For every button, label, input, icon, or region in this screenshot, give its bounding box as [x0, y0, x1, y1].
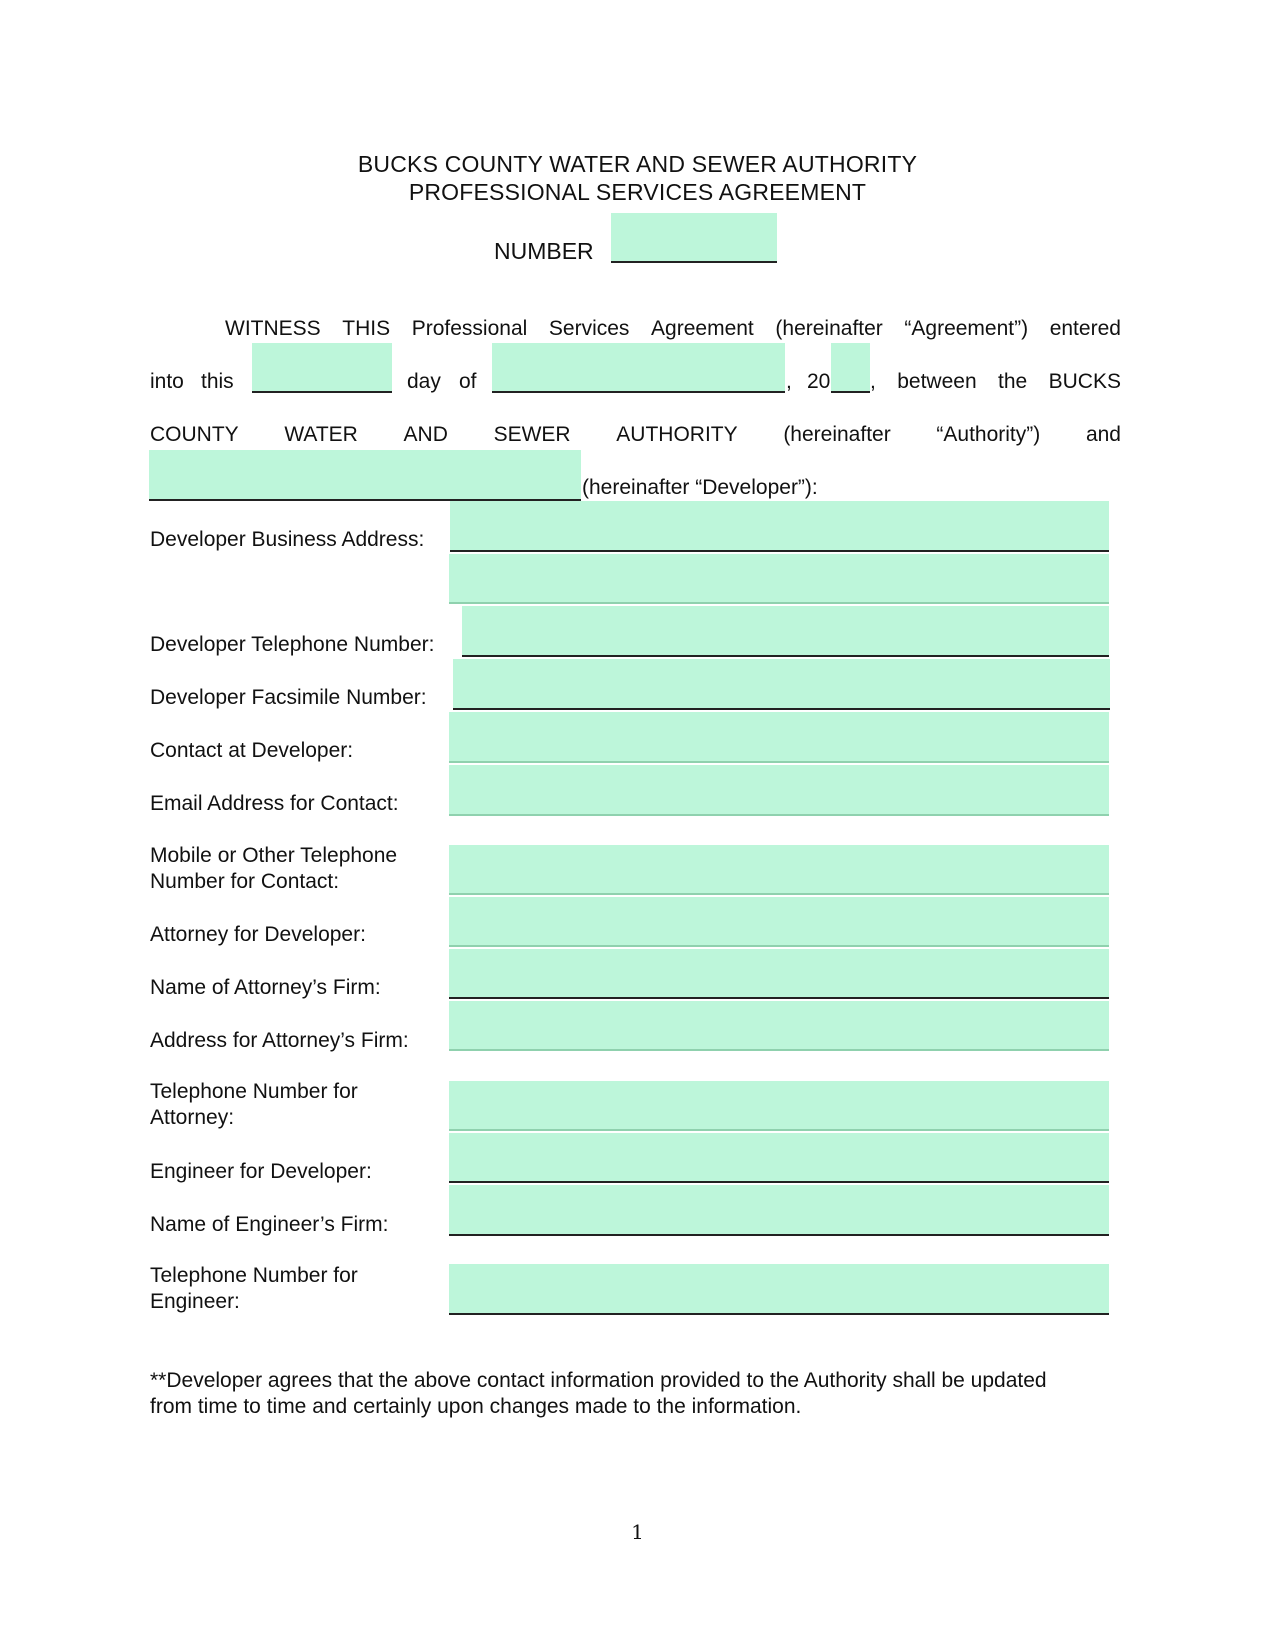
- engineer-telephone-field[interactable]: [449, 1264, 1109, 1315]
- intro-word: the: [998, 370, 1028, 393]
- intro-word: BUCKS: [1048, 370, 1121, 393]
- intro-word: between: [897, 370, 977, 393]
- intro-word: THIS: [342, 317, 391, 340]
- attorney-for-developer-field[interactable]: [449, 897, 1109, 947]
- contact-at-developer-field[interactable]: [449, 712, 1109, 763]
- intro-this: this: [201, 370, 234, 393]
- intro-line-1: [225, 317, 1121, 341]
- document-title-line2: PROFESSIONAL SERVICES AGREEMENT: [408, 179, 867, 205]
- mobile-telephone-for-contact-field[interactable]: [449, 845, 1109, 895]
- intro-word: SEWER: [493, 423, 571, 446]
- intro-of: of: [459, 370, 477, 393]
- engineer-firm-name-field[interactable]: [449, 1185, 1109, 1236]
- label-engineer-telephone: Telephone Number for Engineer:: [150, 1264, 358, 1313]
- label-attorney-for-developer: Attorney for Developer:: [150, 923, 366, 946]
- year-field[interactable]: [831, 343, 870, 393]
- label-developer-business-address: Developer Business Address:: [150, 528, 425, 551]
- agreement-number-field[interactable]: [611, 213, 777, 263]
- developer-suffix: (hereinafter “Developer”):: [582, 476, 818, 499]
- developer-telephone-field[interactable]: [462, 606, 1109, 657]
- developer-business-address-line2-field[interactable]: [449, 554, 1109, 604]
- intro-line-3: [150, 423, 1121, 447]
- attorney-firm-name-field[interactable]: [449, 949, 1109, 999]
- number-label: NUMBER: [494, 238, 594, 264]
- day-field[interactable]: [252, 343, 392, 393]
- developer-name-field[interactable]: [149, 450, 581, 501]
- year-prefix: 20: [807, 370, 831, 393]
- intro-word: “Agreement”): [904, 317, 1029, 340]
- intro-word: AND: [403, 423, 448, 446]
- attorney-firm-address-field[interactable]: [449, 1001, 1109, 1051]
- document-title-line1: BUCKS COUNTY WATER AND SEWER AUTHORITY: [357, 151, 918, 177]
- intro-word: and: [1085, 423, 1121, 446]
- contact-update-footnote: **Developer agrees that the above contact information provided to the Authority shall be updated from time to time and certainly upon changes made to the information.: [150, 1369, 1047, 1418]
- developer-facsimile-field[interactable]: [453, 659, 1110, 710]
- page-number: 1: [631, 1520, 644, 1544]
- label-developer-telephone: Developer Telephone Number:: [150, 633, 435, 656]
- intro-day: day: [407, 370, 441, 393]
- label-attorney-telephone: Telephone Number for Attorney:: [150, 1080, 358, 1129]
- intro-word: (hereinafter: [775, 317, 883, 340]
- label-contact-at-developer: Contact at Developer:: [150, 739, 354, 762]
- intro-line-2-end: [870, 370, 1121, 394]
- intro-word: WATER: [284, 423, 358, 446]
- intro-word: entered: [1049, 317, 1121, 340]
- label-attorney-firm-name: Name of Attorney’s Firm:: [150, 976, 381, 999]
- intro-word: “Authority”): [936, 423, 1041, 446]
- label-engineer-for-developer: Engineer for Developer:: [150, 1160, 372, 1183]
- label-attorney-firm-address: Address for Attorney’s Firm:: [150, 1029, 409, 1052]
- label-mobile-telephone-for-contact: Mobile or Other Telephone Number for Contact:: [150, 844, 398, 893]
- intro-into: into: [150, 370, 184, 393]
- intro-word: (hereinafter: [783, 423, 891, 446]
- intro-word: COUNTY: [150, 423, 239, 446]
- attorney-telephone-field[interactable]: [449, 1081, 1109, 1131]
- developer-business-address-line1-field[interactable]: [450, 501, 1109, 552]
- month-field[interactable]: [492, 343, 785, 393]
- email-for-contact-field[interactable]: [449, 765, 1109, 816]
- label-developer-facsimile: Developer Facsimile Number:: [150, 686, 427, 709]
- intro-word: Professional: [411, 317, 528, 340]
- label-email-for-contact: Email Address for Contact:: [150, 792, 399, 815]
- intro-word: WITNESS: [225, 317, 321, 340]
- intro-word: Agreement: [651, 317, 754, 340]
- intro-word: Services: [548, 317, 630, 340]
- engineer-for-developer-field[interactable]: [449, 1133, 1109, 1183]
- intro-word: ,: [870, 370, 876, 393]
- label-engineer-firm-name: Name of Engineer’s Firm:: [150, 1213, 389, 1236]
- intro-word: AUTHORITY: [616, 423, 738, 446]
- intro-comma: ,: [786, 370, 792, 393]
